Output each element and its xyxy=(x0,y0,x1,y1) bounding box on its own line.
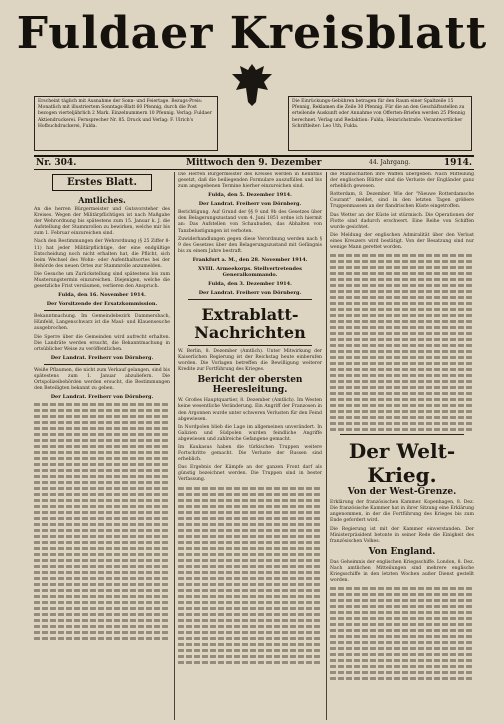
article-paragraph: Weiße Pflaumen, die nicht zum Verkauf gelangen, sind bis spätestens zum 1. Januar abzuliefern. Die Ortspolizeibehörden werden ersucht, die Bestimmungen den Beteiligten bekannt zu geben. xyxy=(34,367,170,392)
signature-line: Frankfurt a. M., den 28. November 1914. xyxy=(192,256,308,263)
subheading-england: Von England. xyxy=(368,546,436,557)
section-heading-official: Amtliches. xyxy=(78,195,126,205)
article-paragraph: Berichtigung. Auf Grund der §§ 9 und 9b des Gesetzes über den Belagerungszustand vom 4. Juni 1851 ordne ich hiermit an: Das Aufstellen von Schaubuden, das Abhalten von Tanzbelustigungen ist verboten. xyxy=(178,210,322,234)
column-rule xyxy=(174,172,175,720)
text-lines xyxy=(178,487,322,664)
article-paragraph: In Nordpolen blieb die Lage im allgemeinen unverändert. In Galizien und Südpolen wurden feindliche Angriffe abgewiesen und zahlreiche Gefangene gemacht. xyxy=(178,424,322,442)
volume-label: 44. Jahrgang. xyxy=(369,159,411,166)
eagle-crest-icon xyxy=(230,60,274,110)
article-paragraph: Die Meldung der englischen Admiralität über den Verlust eines Kreuzers wird bestätigt. Von der Besatzung sind nur wenige Mann gerettet worden. xyxy=(330,232,474,251)
newspaper-title: Fuldaer Kreisblatt xyxy=(16,8,488,59)
extrablatt-heading: Extrablatt-Nachrichten xyxy=(194,304,306,342)
article-paragraph: Das Ergebnis der Kämpfe an der ganzen Front darf als günstig bezeichnet werden. Die Truppen sind in bester Verfassung. xyxy=(178,465,322,483)
edition-box: Erstes Blatt. xyxy=(52,174,152,191)
subheading-army-report: Bericht der obersten Heeresleitung. xyxy=(197,375,303,396)
signature-line: Der Landrat. Freiherr von Dörnberg. xyxy=(50,394,154,401)
article-paragraph: Rotterdam, 8. Dezember. Wie der "Nieuwe Rotterdamsche Courant" meldet, sind in den letzten Tagen größere Truppenmassen an der flandrischen Küste eingetroffen. xyxy=(330,192,474,210)
signature-line: Fulda, den 3. Dezember 1914. xyxy=(208,280,292,287)
signature-line: XVIII. Armeekorps. Stellvertretendes Generalkommando. xyxy=(197,265,302,278)
signature-line: Der Landrat. Freiherr von Dörnberg. xyxy=(50,354,154,361)
column-3 xyxy=(330,172,474,720)
signature-line: Der Landrat. Freiherr von Dörnberg. xyxy=(198,289,302,296)
article-paragraph: Die Regierung ist mit der Kammer einverstanden. Der Ministerpräsident betonte in seiner Rede die Einigkeit des französischen Volkes. xyxy=(330,526,474,544)
dateline xyxy=(34,155,474,170)
article-paragraph: Das Geheimnis der englischen Kriegsschiffe. London, 8. Dez. Nach amtlichen Mitteilungen sind mehrere englische Kriegsschiffe in den letzten Wochen außer Dienst gestellt worden. xyxy=(330,559,474,584)
issue-number: Nr. 304. xyxy=(36,158,77,168)
divider xyxy=(44,364,160,365)
divider xyxy=(44,310,160,311)
issue-year: 1914. xyxy=(443,158,472,168)
article-paragraph: W. Großes Hauptquartier, 8. Dezember (Amtlich). Im Westen keine wesentliche Veränderung. Ein Angriff der Franzosen in den Argonnen wurde unter schweren Verlusten für den Feind abgewiesen. xyxy=(178,398,322,422)
advertising-info-box: Die Einrückungs-Gebühren betragen für den Raum einer Spaltzeile 15 Pfennig, Reklamen die Zeile 30 Pfennig. Für die an den Geschäftsstellen zu erteilende Auskunft oder Annahme von Offerten-Briefen werden 25 Pfennig berechnet. Verlag und Redaktion: Fulda, Heinrichstraße. Verantwortlicher Schriftleiter: Leo Uth, Fulda. xyxy=(288,96,472,151)
masthead xyxy=(0,0,504,88)
article-paragraph: Die Sperre über die Gemeinden wird aufrecht erhalten. Die Landräte werden ersucht, die Bekanntmachung in ortsüblicher Weise zu veröffentlichen. xyxy=(34,334,170,352)
text-lines xyxy=(34,403,170,640)
column-rule xyxy=(326,172,327,720)
signature-line: Fulda, den 5. Dezember 1914. xyxy=(208,192,292,199)
divider xyxy=(188,345,312,346)
article-paragraph: Das Wetter an der Küste ist stürmisch. Die Operationen der Flotte sind dadurch erschwert. Eine Reihe von Schiffen wurde gesichtet. xyxy=(330,212,474,230)
article-paragraph: Erklärung der französischen Kammer. Kopenhagen, 8. Dez. Die französische Kammer hat in ihrer Sitzung eine Erklärung angenommen, in der die Fortführung des Krieges bis zum Ende gefordert wird. xyxy=(330,500,474,524)
text-lines xyxy=(330,254,474,431)
issue-date: Mittwoch den 9. Dezember xyxy=(186,158,322,168)
article-paragraph: Die Gesuche um Zurückstellung sind spätestens bis zum Musterungstermin einzureichen. Diejenigen, welche die gesetzliche Frist versäumen, verlieren den Anspruch. xyxy=(34,271,170,290)
subheading-west-border: Von der West-Grenze. xyxy=(347,487,457,498)
divider xyxy=(188,299,312,300)
world-war-heading: Der Welt-Krieg. xyxy=(348,439,456,488)
divider xyxy=(340,434,464,435)
signature-line: Der Vorsitzende der Ersatzkommission. xyxy=(46,301,158,308)
article-paragraph: An die herren Bürgermeister und Gutsvorsteher des Kreises. Wegen der Militärpflichtigen ist nach Maßgabe der Wehrordnung bis spätestens zum 15. Januar k. J. die Aufstellung der Stammrollen zu bewirken, welche mir bis zum 1. Februar einzureichen sind. xyxy=(34,207,170,237)
subscription-info-box: Erscheint täglich mit Ausnahme der Sonn- und Feiertage. Bezugs-Preis: Monatlich mit illustriertem Sonntags-Blatt 60 Pfennig, durch die Post bezogen vierteljährlich 2 Mark. Einzelnummern 10 Pfennig. Verlag: Fuldaer Aktiendruckerei. Fernsprecher Nr. 85. Druck und Verlag: F. Ulrich's Hofbuchdruckerei, Fulda. xyxy=(34,96,218,151)
article-paragraph: Nach den Bestimmungen der Wehrordnung (§ 25 Ziffer 8-11) hat jeder Militärpflichtige, der eine endgültige Entscheidung noch nicht erhalten hat, die Pflicht, sich beim Wechsel des Wohn- oder Aufenthaltsortes bei der Behörde des neuen Ortes zur Stammrolle anzumelden. xyxy=(34,239,170,269)
article-paragraph: die Mannschaften ihre Waffen übergeben. Nach Mitteilung der englischen Blätter sind die Verluste der Engländer ganz erheblich gewesen. xyxy=(330,172,474,190)
article-paragraph: W. Berlin, 8. Dezember (Amtlich). Unter Mitwirkung der Kaiserlichen Regierung ist der Reichstag heute einberufen worden. Die Vorlagen betreffen die Bewilligung weiterer Kredite zur Fortführung des Krieges. xyxy=(178,348,322,373)
signature-line: Fulda, den 16. November 1914. xyxy=(58,292,146,299)
text-lines xyxy=(330,587,474,680)
article-paragraph: Zuwiderhandlungen gegen diese Verordnung werden nach § 9 des Gesetzes über den Belagerungszustand mit Gefängnis bis zu einem Jahre bestraft. xyxy=(178,236,322,254)
article-paragraph: Bekanntmachung. Im Gemeindebezirk Dammersbach, Hünfeld, Langenschwarz ist die Maul- und Klauenseuche ausgebrochen. xyxy=(34,314,170,332)
article-paragraph: Im Kaukasus haben die türkischen Truppen weitere Fortschritte gemacht. Die Verluste der Russen sind erheblich. xyxy=(178,444,322,463)
column-2 xyxy=(178,172,322,720)
signature-line: Der Landrat. Freiherr von Dörnberg. xyxy=(198,201,302,208)
column-1 xyxy=(34,172,170,720)
article-paragraph: Die Herren Bürgermeister des Kreises werden in Kenntnis gesetzt, daß die beiliegenden Formulare auszufüllen und bis zum angegebenen Termine hierher einzureichen sind. xyxy=(178,172,322,190)
